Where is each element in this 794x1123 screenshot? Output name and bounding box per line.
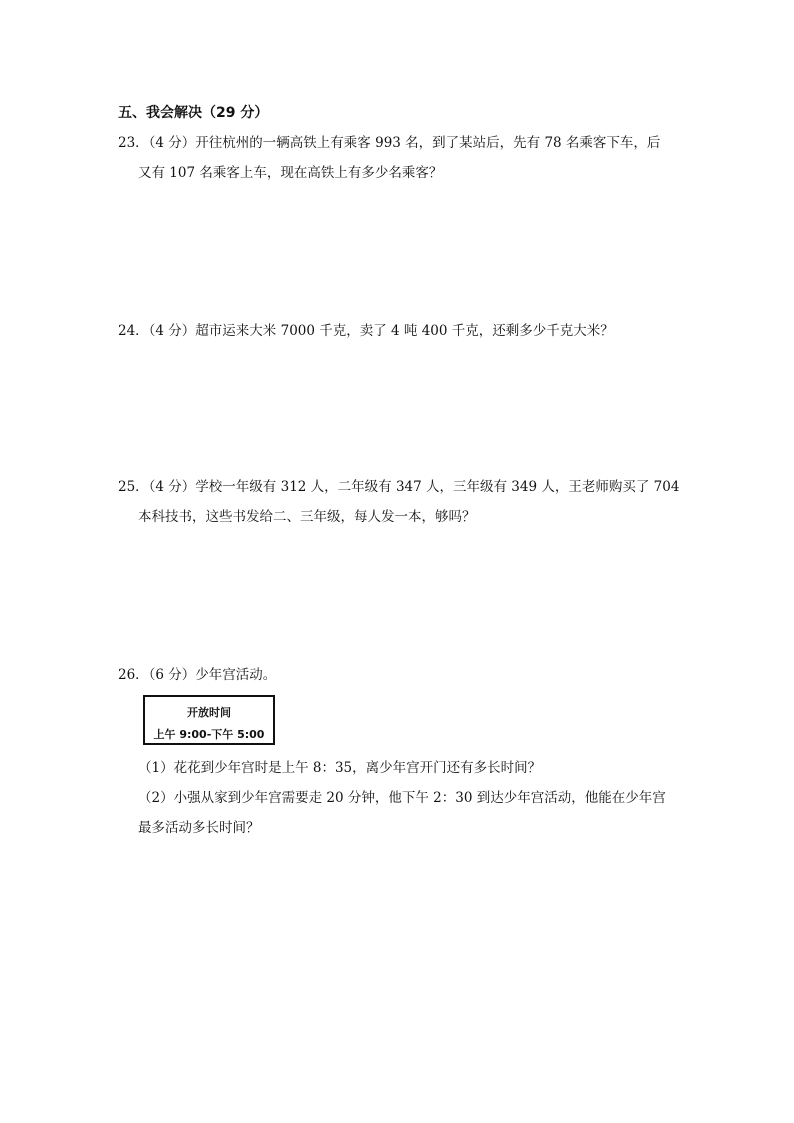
question-25-line-2: 本科技书，这些书发给二、三年级，每人发一本，够吗？ bbox=[138, 509, 476, 525]
question-23-line-2: 又有 107 名乘客上车，现在高铁上有多少名乘客？ bbox=[138, 165, 443, 181]
question-24-line-1: 24．（4 分）超市运来大米 7000 千克，卖了 4 吨 400 千克，还剩多少千克大米？ bbox=[118, 323, 614, 339]
question-24 bbox=[118, 316, 678, 346]
question-23 bbox=[118, 128, 678, 188]
question-26-subquestions bbox=[138, 753, 698, 843]
question-26-sub-2-line-2: 最多活动多长时间？ bbox=[138, 820, 260, 836]
question-25-line-1: 25．（4 分）学校一年级有 312 人，二年级有 347 人，三年级有 349 人，王老师购买了 704 bbox=[118, 479, 680, 495]
question-26-line-1: 26．（6 分）少年宫活动。 bbox=[118, 667, 277, 683]
opening-hours-value: 上午 9:00-下午 5:00 bbox=[153, 728, 265, 741]
question-25 bbox=[118, 472, 678, 532]
question-23-line-1: 23．（4 分）开往杭州的一辆高铁上有乘客 993 名，到了某站后，先有 78 名乘客下车，后 bbox=[118, 135, 661, 151]
section-title: 五、我会解决（29 分） bbox=[118, 105, 269, 121]
opening-hours-sign bbox=[143, 695, 275, 745]
opening-hours-title: 开放时间 bbox=[187, 706, 231, 719]
question-26-sub-1: （1）花花到少年宫时是上午 8：35，离少年宫开门还有多长时间？ bbox=[138, 760, 542, 776]
question-26-sub-2-line-1: （2）小强从家到少年宫需要走 20 分钟，他下午 2：30 到达少年宫活动，他能在少年宫 bbox=[138, 790, 666, 806]
question-26 bbox=[118, 660, 678, 690]
